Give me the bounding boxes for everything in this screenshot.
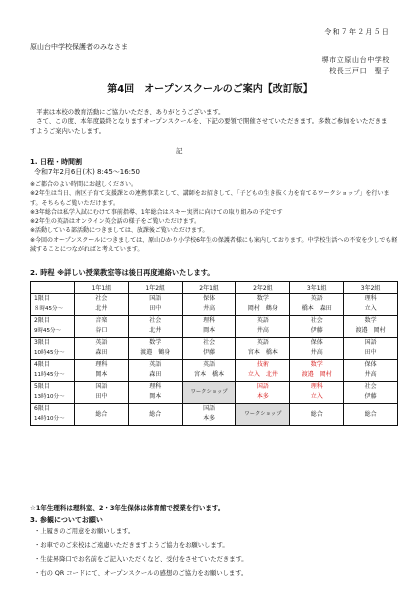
class-cell bbox=[128, 404, 182, 426]
schedule-header-cell: 3年1組 bbox=[290, 282, 344, 294]
workshop-label: ワークショップ bbox=[244, 411, 282, 417]
subject-label: 数学 bbox=[149, 339, 162, 346]
class-cell bbox=[290, 294, 344, 316]
class-cell bbox=[128, 382, 182, 404]
period-time: ８時45分～ bbox=[34, 306, 63, 312]
schedule-row bbox=[31, 404, 398, 426]
class-cell bbox=[236, 360, 290, 382]
class-cell bbox=[344, 294, 398, 316]
period-label: 5限目 bbox=[34, 383, 50, 390]
subject-label: 社会 bbox=[310, 317, 323, 324]
teacher-label: 渡邉 岡村 bbox=[301, 371, 332, 378]
request-item: ・生徒昇降口でお名前をご記入いただくなど、受付をさせていただきます。 bbox=[34, 556, 248, 563]
subject-label: 国語 bbox=[95, 383, 108, 390]
note-item: ※2年生は当日、南区子育て支援課との連携事業として、講師をお招きして、「子どもの生き抜く力を育てるワークショップ」を行います。そちらもご覧いただけます。 bbox=[30, 190, 390, 207]
subject-label: 技術 bbox=[256, 361, 269, 368]
subject-label: 保体 bbox=[203, 295, 216, 302]
period-cell bbox=[31, 338, 75, 360]
period-time: 11時45分～ bbox=[34, 372, 65, 378]
note-item: ※3年総合は私学入試にむけて事前指導、1年総合はスキー実習に向けての取り組みの予定です bbox=[30, 208, 283, 216]
subject-label: 理科 bbox=[310, 383, 323, 390]
teacher-label: 谷口 bbox=[95, 327, 108, 334]
teacher-label: 本多 bbox=[203, 415, 216, 422]
ki-marker: 記 bbox=[176, 147, 183, 155]
subject-label: 英語 bbox=[149, 361, 162, 368]
class-cell bbox=[236, 382, 290, 404]
class-cell bbox=[290, 338, 344, 360]
schedule-footnote: ☆1年生理科は理科室、2・3年生保体は体育館で授業を行います。 bbox=[30, 504, 225, 512]
class-cell bbox=[75, 404, 129, 426]
note-item: ※2年生の英語はオンライン英会話の様子をご覧いただけます。 bbox=[30, 218, 201, 226]
event-datetime: 令和7年2月6日(木) 8:45～16:50 bbox=[34, 168, 140, 176]
subject-label: 総合 bbox=[149, 411, 162, 418]
class-cell bbox=[128, 316, 182, 338]
addressee: 原山台中学校保護者のみなさま bbox=[30, 43, 128, 51]
period-cell bbox=[31, 404, 75, 426]
subject-label: 英語 bbox=[256, 317, 269, 324]
class-cell bbox=[75, 338, 129, 360]
teacher-label: 岡本 bbox=[95, 371, 108, 378]
class-cell bbox=[236, 316, 290, 338]
document-date: 令和７年２月５日 bbox=[324, 28, 390, 36]
class-cell bbox=[344, 404, 398, 426]
class-cell bbox=[236, 294, 290, 316]
schedule-header-cell: 1年1組 bbox=[75, 282, 129, 294]
class-cell bbox=[75, 294, 129, 316]
teacher-label: 渡邉 岡村 bbox=[355, 327, 386, 334]
subject-label: 理科 bbox=[149, 383, 162, 390]
note-item: ※今回のオープンスクールにつきましては、原山ひかり小学校6年生の保護者様にも案内しております。中学校生活への不安を少しでも軽減することにつながればと考えています。 bbox=[30, 236, 398, 254]
teacher-label: 岡本 bbox=[149, 393, 162, 400]
class-cell bbox=[344, 382, 398, 404]
period-label: 6限目 bbox=[34, 405, 50, 412]
teacher-label: 北井 bbox=[95, 305, 108, 312]
teacher-label: 伊藤 bbox=[364, 393, 377, 400]
teacher-label: 森田 bbox=[95, 349, 108, 356]
schedule-table bbox=[30, 281, 398, 426]
sender-principal: 校長三戸口 聖子 bbox=[329, 67, 390, 75]
note-item: ※ご都合のよい時間にお越しください。 bbox=[30, 181, 138, 188]
subject-label: 英語 bbox=[256, 339, 269, 346]
section1-heading: 1. 日程・時間割 bbox=[30, 158, 82, 166]
class-cell bbox=[236, 404, 290, 426]
teacher-label: 伊藤 bbox=[203, 349, 216, 356]
subject-label: 総合 bbox=[310, 411, 323, 418]
subject-label: 社会 bbox=[149, 317, 162, 324]
notes-list bbox=[30, 180, 400, 254]
schedule-row bbox=[31, 338, 398, 360]
teacher-label: 本多 bbox=[256, 393, 269, 400]
subject-label: 英語 bbox=[203, 361, 216, 368]
class-cell bbox=[290, 316, 344, 338]
schedule-header-cell: 2年2組 bbox=[236, 282, 290, 294]
section2-heading: 2. 時程 ※詳しい授業教室等は後日再度連絡いたします。 bbox=[30, 268, 215, 277]
class-cell bbox=[128, 294, 182, 316]
request-item: ・右の QR コードにて、オープンスクールの感想のご協力をお願いします。 bbox=[34, 570, 248, 577]
class-cell bbox=[344, 360, 398, 382]
class-cell bbox=[344, 338, 398, 360]
class-cell bbox=[236, 338, 290, 360]
schedule-row bbox=[31, 294, 398, 316]
subject-label: 国語 bbox=[149, 295, 162, 302]
class-cell bbox=[290, 360, 344, 382]
teacher-label: 井高 bbox=[364, 371, 377, 378]
subject-label: 総合 bbox=[364, 411, 377, 418]
subject-label: 英語 bbox=[95, 339, 108, 346]
schedule-header-row bbox=[31, 282, 398, 294]
period-time: 13時10分～ bbox=[34, 394, 65, 400]
subject-label: 数学 bbox=[310, 361, 323, 368]
subject-label: 国語 bbox=[256, 383, 269, 390]
schedule-row bbox=[31, 360, 398, 382]
subject-label: 国語 bbox=[364, 339, 377, 346]
teacher-label: 伊藤 bbox=[310, 327, 323, 334]
teacher-label: 宮本 橋本 bbox=[194, 371, 225, 378]
class-cell bbox=[290, 404, 344, 426]
teacher-label: 岡本 bbox=[203, 327, 216, 334]
period-cell bbox=[31, 360, 75, 382]
teacher-label: 北井 bbox=[149, 327, 162, 334]
subject-label: 社会 bbox=[95, 295, 108, 302]
schedule-header-cell: 3年2組 bbox=[344, 282, 398, 294]
teacher-label: 井高 bbox=[256, 327, 269, 334]
subject-label: 数学 bbox=[364, 317, 377, 324]
teacher-label: 渡邉 鶴身 bbox=[140, 349, 171, 356]
workshop-label: ワークショップ bbox=[190, 389, 228, 395]
teacher-label: 井高 bbox=[310, 349, 323, 356]
intro-paragraph: 平素は本校の教育活動にご協力いただき、ありがとうございます。 さて、この度、本年度最終となりますオープンスクールを、下記の要領で開催させていただきます。多数ご参加をいただきますようご案内いたします。 bbox=[30, 109, 388, 135]
class-cell bbox=[128, 338, 182, 360]
class-cell bbox=[182, 382, 236, 404]
teacher-label: 立入 北井 bbox=[247, 371, 278, 378]
class-cell bbox=[182, 294, 236, 316]
subject-label: 保体 bbox=[310, 339, 323, 346]
class-cell bbox=[75, 382, 129, 404]
schedule-header-cell: 1年2組 bbox=[128, 282, 182, 294]
subject-label: 社会 bbox=[364, 383, 377, 390]
period-cell bbox=[31, 316, 75, 338]
teacher-label: 立入 bbox=[364, 305, 377, 312]
schedule-row bbox=[31, 316, 398, 338]
subject-label: 数学 bbox=[256, 295, 269, 302]
class-cell bbox=[128, 360, 182, 382]
teacher-label: 立入 bbox=[310, 393, 323, 400]
class-cell bbox=[75, 360, 129, 382]
period-label: 3限目 bbox=[34, 339, 50, 346]
teacher-label: 井高 bbox=[203, 305, 216, 312]
subject-label: 理科 bbox=[203, 317, 216, 324]
subject-label: 音楽 bbox=[95, 317, 108, 324]
teacher-label: 田中 bbox=[364, 349, 377, 356]
teacher-label: 森田 bbox=[149, 371, 162, 378]
teacher-label: 田中 bbox=[149, 305, 162, 312]
subject-label: 理科 bbox=[364, 295, 377, 302]
teacher-label: 宮本 橋本 bbox=[247, 349, 278, 356]
request-item: ・上履きのご用意をお願いします。 bbox=[34, 528, 135, 535]
teacher-label: 岡村 鶴身 bbox=[247, 305, 278, 312]
subject-label: 理科 bbox=[95, 361, 108, 368]
class-cell bbox=[182, 360, 236, 382]
class-cell bbox=[182, 338, 236, 360]
period-cell bbox=[31, 294, 75, 316]
period-label: 4限目 bbox=[34, 361, 50, 368]
class-cell bbox=[182, 404, 236, 426]
subject-label: 社会 bbox=[203, 339, 216, 346]
class-cell bbox=[182, 316, 236, 338]
document-title: 第4回 オープンスクールのご案内【改訂版】 bbox=[107, 84, 313, 95]
schedule-header-cell bbox=[31, 282, 75, 294]
class-cell bbox=[75, 316, 129, 338]
class-cell bbox=[344, 316, 398, 338]
class-cell bbox=[290, 382, 344, 404]
period-cell bbox=[31, 382, 75, 404]
section3-heading: 3. 参観についてお願い bbox=[30, 516, 103, 524]
teacher-label: 橋本 森田 bbox=[301, 305, 332, 312]
schedule-body bbox=[31, 294, 398, 426]
request-item: ・お車でのご来校はご遠慮いただきますようご協力をお願いします。 bbox=[34, 542, 229, 549]
period-time: 10時45分～ bbox=[34, 350, 65, 356]
note-item: ※活動している部活動につきましては、放課後ご覧いただけます。 bbox=[30, 227, 209, 235]
subject-label: 保体 bbox=[364, 361, 377, 368]
schedule-row bbox=[31, 382, 398, 404]
schedule-header-cell: 2年1組 bbox=[182, 282, 236, 294]
teacher-label: 田中 bbox=[95, 393, 108, 400]
subject-label: 国語 bbox=[203, 405, 216, 412]
period-time: 9時45分～ bbox=[34, 328, 61, 334]
subject-label: 総合 bbox=[95, 411, 108, 418]
period-label: 2限目 bbox=[34, 317, 50, 324]
sender-school: 堺市立原山台中学校 bbox=[321, 56, 390, 64]
period-label: 1限目 bbox=[34, 295, 50, 302]
subject-label: 英語 bbox=[310, 295, 323, 302]
period-time: 14時10分～ bbox=[34, 416, 65, 422]
